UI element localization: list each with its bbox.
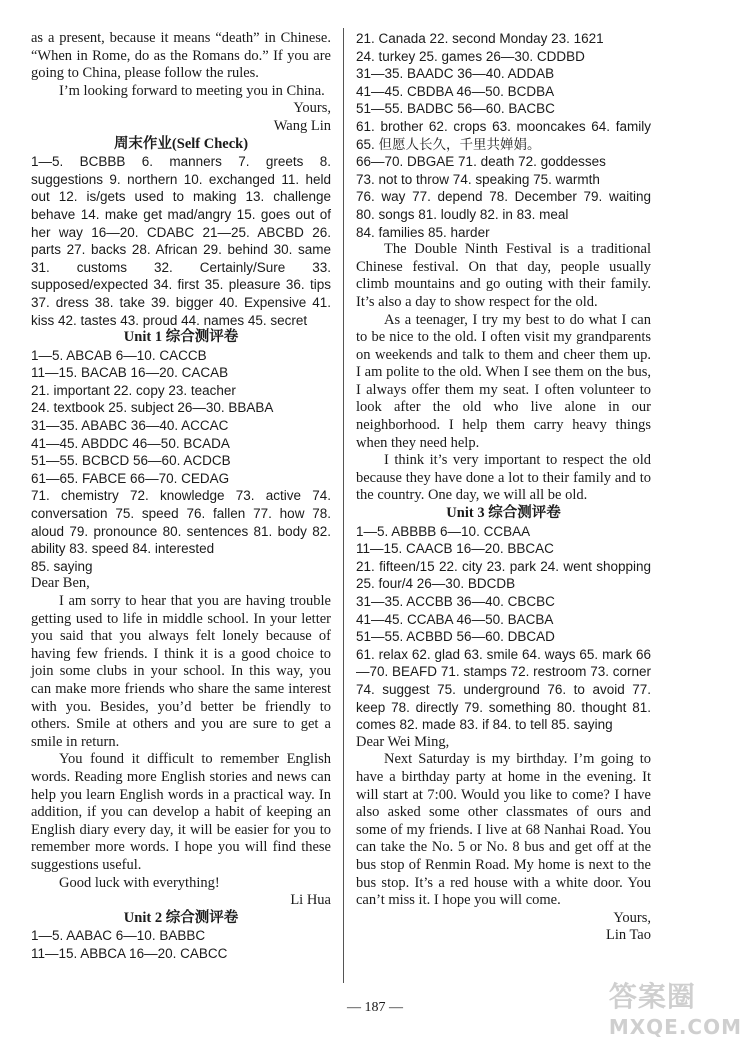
- answer-line: 41—45. CBDBA 46—50. BCDBA: [356, 83, 555, 99]
- answer-line: 11—15. BACAB 16—20. CACAB: [31, 365, 229, 381]
- text-paragraph: Good luck with everything!: [59, 874, 220, 891]
- answer-line: 51—55. BCBCD 56—60. ACDCB: [31, 453, 231, 469]
- answer-line: 73. not to throw 74. speaking 75. warmth: [356, 171, 600, 187]
- text-paragraph: The Double Ninth Festival is a traditional Chinese festival. On that day, people usually climb mountains and go outing with their family. It’s also a day to show respect for the old.: [356, 241, 651, 310]
- answer-line: 31—35. ACCBB 36—40. CBCBC: [356, 594, 555, 609]
- answer-line: 41—45. CCABA 46—50. BACBA: [356, 611, 554, 627]
- answer-line: 1—5. ABCAB 6—10. CACCB: [31, 347, 207, 363]
- watermark-url: MXQE.COM: [608, 1015, 742, 1039]
- text-paragraph: Yours,: [293, 100, 331, 117]
- answer-line: 11—15. CAACB 16—20. BBCAC: [356, 541, 554, 557]
- right-column: [356, 30, 651, 945]
- answer-line: 61—65. FABCE 66—70. CEDAG: [31, 470, 230, 486]
- answer-line: 24. turkey 25. games 26—30. CDDBD: [356, 48, 585, 64]
- text-paragraph: I think it’s very important to respect the old because they have done a lot to their family and to the country. One day, we will all be old.: [356, 452, 651, 504]
- text-paragraph: As a teenager, I try my best to do what I can to be nice to the old. I often visit my grandparents on weekends and talk to them and cheer them up. I am polite to the old. When I see them on the bus, I always offer them my seat. I often volunteer to look after the old who live alone in our neighborhood. I help them carry heavy things when they need help.: [356, 311, 651, 451]
- left-column: [31, 30, 331, 962]
- text-paragraph: as a present, because it means “death” in Chinese. “When in Rome, do as the Romans do.” If you are going to China, please follow the rules.: [31, 30, 331, 82]
- answer-line: 11—15. ABBCA 16—20. CABCC: [31, 945, 228, 961]
- text-paragraph: Dear Wei Ming,: [356, 733, 450, 750]
- text-paragraph: Wang Lin: [273, 117, 331, 134]
- answer-line: 51—55. ACBBD 56—60. DBCAD: [356, 629, 555, 645]
- answer-line: 31—35. ABABC 36—40. ACCAC: [31, 418, 229, 434]
- section-heading: Unit 2 综合测评卷: [123, 909, 239, 926]
- text-paragraph: Li Hua: [290, 892, 331, 909]
- section-heading: Unit 3 综合测评卷: [446, 505, 561, 522]
- text-paragraph: Dear Ben,: [31, 575, 90, 592]
- answer-line: 21. important 22. copy 23. teacher: [31, 382, 236, 398]
- answer-line: 85. saying: [31, 558, 93, 574]
- text-paragraph: You found it difficult to remember English words. Reading more English stories and news can help you learn English words in a practical way. In addition, if you can develop a habit of keeping an English diary every day, it will be easier for you to remember more words. I hope you will find these suggestions useful.: [31, 751, 331, 873]
- answer-line: 31—35. BAADC 36—40. ADDAB: [356, 66, 555, 82]
- watermark-text: 答案圈: [608, 980, 696, 1013]
- section-heading: Unit 1 综合测评卷: [123, 329, 239, 346]
- text-paragraph: Lin Tao: [605, 927, 651, 944]
- answer-line: 21. Canada 22. second Monday 23. 1621: [356, 31, 604, 46]
- answer-line: 21. fifteen/15 22. city 23. park 24. went shopping 25. four/4 26—30. BDCDB: [356, 558, 651, 592]
- answer-line: 1—5. AABAC 6—10. BABBC: [31, 928, 206, 944]
- text-paragraph: I’m looking forward to meeting you in China.: [59, 82, 325, 99]
- answer-line: 61. brother 62. crops 63. mooncakes 64. family 65. 但愿人长久，千里共婵娟。: [356, 118, 651, 152]
- page-number: — 187 —: [347, 1000, 403, 1015]
- column-divider: [343, 28, 344, 983]
- answer-line: 71. chemistry 72. knowledge 73. active 74. conversation 75. speed 76. fallen 77. how 78. aloud 79. pronounce 80. sentences 81. body 82. ability 83. speed 84. interested: [31, 488, 331, 557]
- answer-line: 84. families 85. harder: [356, 224, 490, 240]
- answer-line: 24. textbook 25. subject 26—30. BBABA: [31, 400, 274, 416]
- answer-line: 76. way 77. depend 78. December 79. waiting 80. songs 81. loudly 82. in 83. meal: [356, 189, 651, 222]
- section-heading: 周末作业(Self Check): [113, 135, 249, 152]
- watermark-logo: [609, 975, 742, 1039]
- answer-line: 1—5. ABBBB 6—10. CCBAA: [356, 523, 531, 539]
- answer-line: 51—55. BADBC 56—60. BACBC: [356, 101, 555, 117]
- text-paragraph: Next Saturday is my birthday. I’m going to have a birthday party at home in the evening. It will start at 7:00. Would you like to come? I have also asked some other classmates of ours and some of my friends. I live at 68 Nanhai Road. You can take the No. 5 or No. 8 bus and get off at the bus stop of Renmin Road. My home is next to the bus stop. It’s a red house with a white door. You can’t miss it. I hope you will come.: [356, 751, 651, 909]
- answer-line: 66—70. DBGAE 71. death 72. goddesses: [356, 154, 606, 170]
- text-paragraph: I am sorry to hear that you are having trouble getting used to life in middle school. In your letter you said that you always felt lonely because of having few friends. I think it is a good choice to join some clubs in your school. In this way, you can make more friends who share the same interest with you. Besides, you’d better be friendly to others. Smile at others and you are sure to get a smile in return.: [31, 593, 331, 750]
- text-paragraph: Yours,: [613, 909, 651, 926]
- answer-line: 61. relax 62. glad 63. smile 64. ways 65. mark 66—70. BEAFD 71. stamps 72. restroom 73. corner 74. suggest 75. underground 76. to avoid 77. keep 78. directly 79. something 80. thought 81. comes 82. made 83. if 84. to tell 85. saying: [356, 646, 651, 733]
- answer-line: 41—45. ABDDC 46—50. BCADA: [31, 435, 230, 451]
- answer-line: 1—5. BCBBB 6. manners 7. greets 8. suggestions 9. northern 10. exchanged 11. held out 12. is/gets used to making 13. challenge behave 14. make get mad/angry 15. goes out of her way 16—20. CDABC 21—25. ABCBD 26. parts 27. backs 28. African 29. behind 30. same 31. customs 32. Certainly/Sure 33. supposed/expected 34. first 35. pleasure 36. tips 37. dress 38. take 39. bigger 40. Expensive 41. kiss 42. tastes 43. proud 44. names 45. secret: [31, 154, 331, 328]
